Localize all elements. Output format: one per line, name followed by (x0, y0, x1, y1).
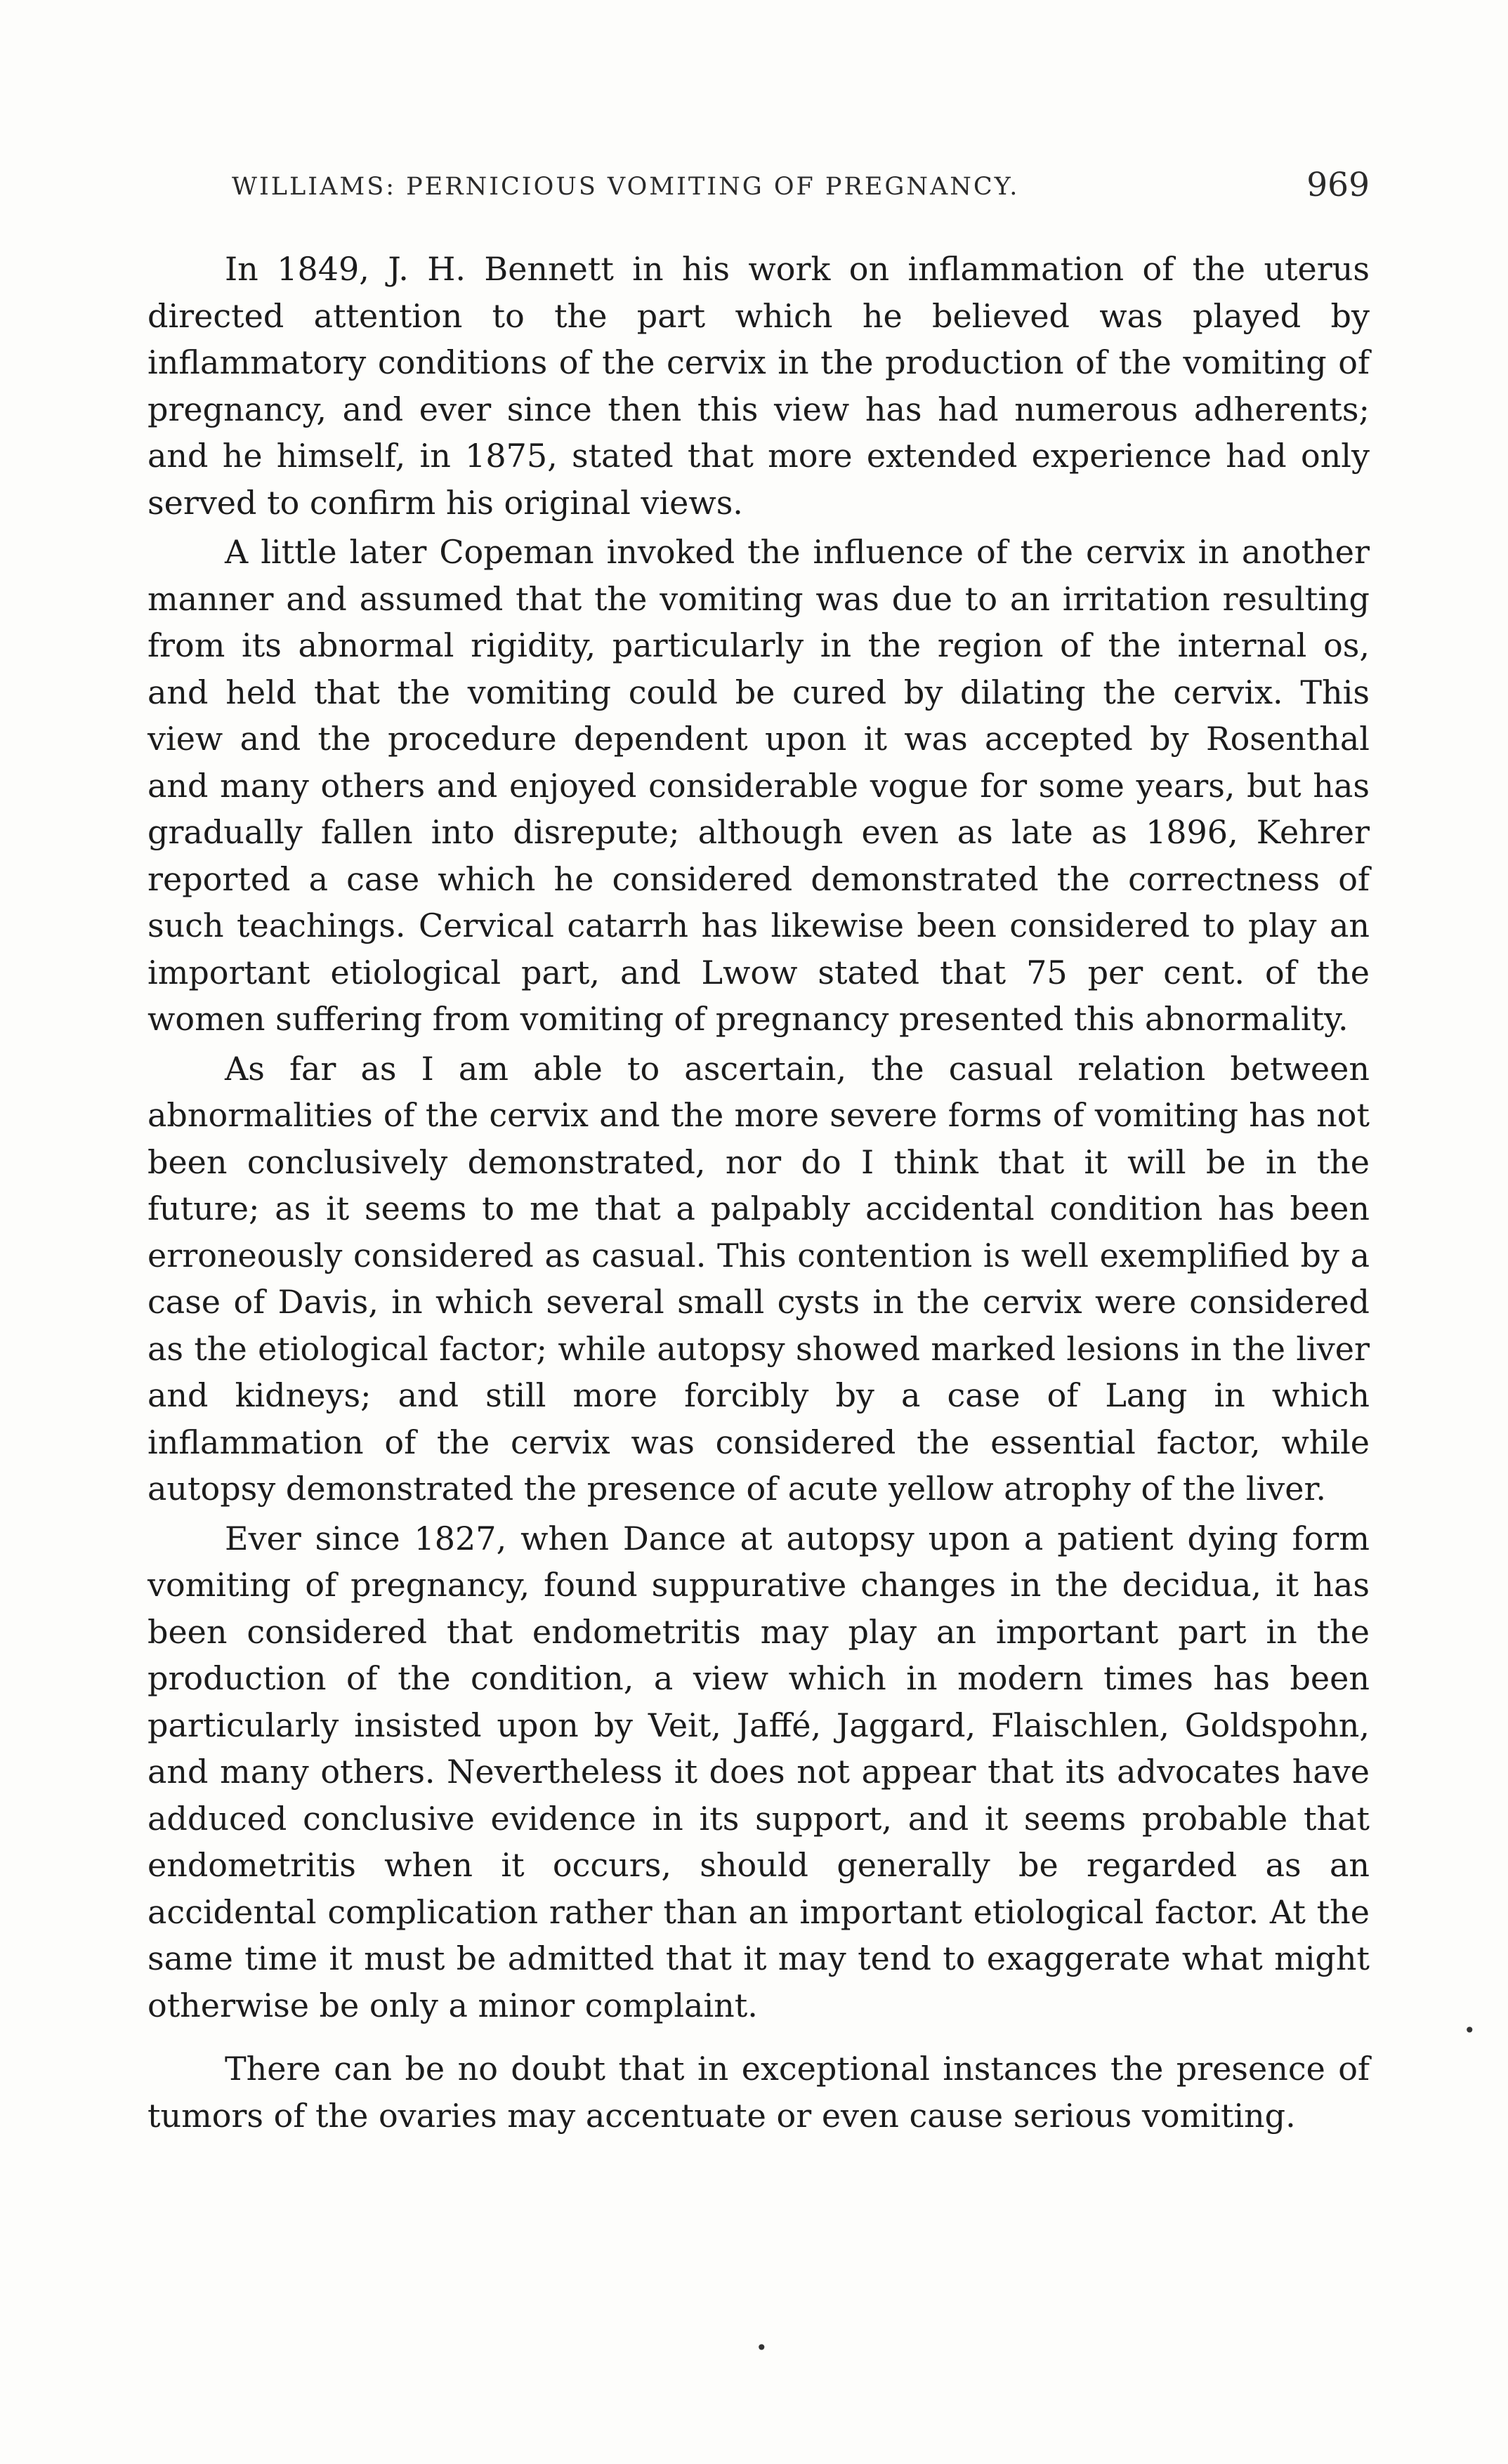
body-text (147, 246, 1370, 2139)
margin-dot-mark: • (1464, 2019, 1476, 2042)
bottom-dot-mark: • (756, 2336, 768, 2359)
running-title: WILLIAMS: PERNICIOUS VOMITING OF PREGNANCY. (232, 173, 1020, 201)
paragraph-copeman: A little later Copeman invoked the influence of the cervix in another manner and assumed that the vomiting was due to an irritation resulting from its abnormal rigidity, particularly in the region of the internal os, and held that the vomiting could be cured by dilating the cervix. This view and the procedure dependent upon it was accepted by Rosenthal and many others and enjoyed considerable vogue for some years, but has gradually fallen into disrepute; although even as late as 1896, Kehrer reported a case which he considered demonstrated the correctness of such teachings. Cervical catarrh has likewise been considered to play an important etiological part, and Lwow stated that 75 per cent. of the women suffering from vomiting of pregnancy presented this abnormality. (147, 533, 1370, 1038)
paragraph-bennett: In 1849, J. H. Bennett in his work on inflammation of the uterus directed attention to the part which he believed was played by inflammatory conditions of the cervix in the production of the vomiting of pregnancy, and ever since then this view has had numerous adherents; and he himself, in 1875, stated that more extended experience had only served to confirm his original views. (147, 250, 1370, 522)
running-head (147, 166, 1370, 208)
page-number: 969 (1306, 166, 1370, 204)
paragraph-endometritis: Ever since 1827, when Dance at autopsy upon a patient dying form vomiting of pregnancy, found suppurative changes in the decidua, it has been considered that endometritis may play an important part in the production of the condition, a view which in modern times has been particularly insisted upon by Veit, Jaffé, Jaggard, Flaischlen, Goldspohn, and many others. Nevertheless it does not appear that its advocates have adduced conclusive evidence in its support, and it seems probable that endometritis when it occurs, should generally be regarded as an accidental complication rather than an important etiological factor. At the same time it must be admitted that it may tend to exaggerate what might otherwise be only a minor complaint. (147, 1519, 1370, 2024)
paragraph-casual-relation: As far as I am able to ascertain, the casual relation between abnormalities of the cervix and the more severe forms of vomiting has not been conclusively demonstrated, nor do I think that it will be in the future; as it seems to me that a palpably accidental condition has been erroneously considered as casual. This contention is well exemplified by a case of Davis, in which several small cysts in the cervix were considered as the etiological factor; while autopsy showed marked lesions in the liver and kidneys; and still more forcibly by a case of Lang in which inflammation of the cervix was considered the essential factor, while autopsy demonstrated the presence of acute yellow atrophy of the liver. (147, 1049, 1370, 1508)
paragraph-ovarian-tumors: There can be no doubt that in exceptional instances the presence of tumors of the ovaries may accentuate or even cause serious vomiting. (147, 2050, 1370, 2135)
